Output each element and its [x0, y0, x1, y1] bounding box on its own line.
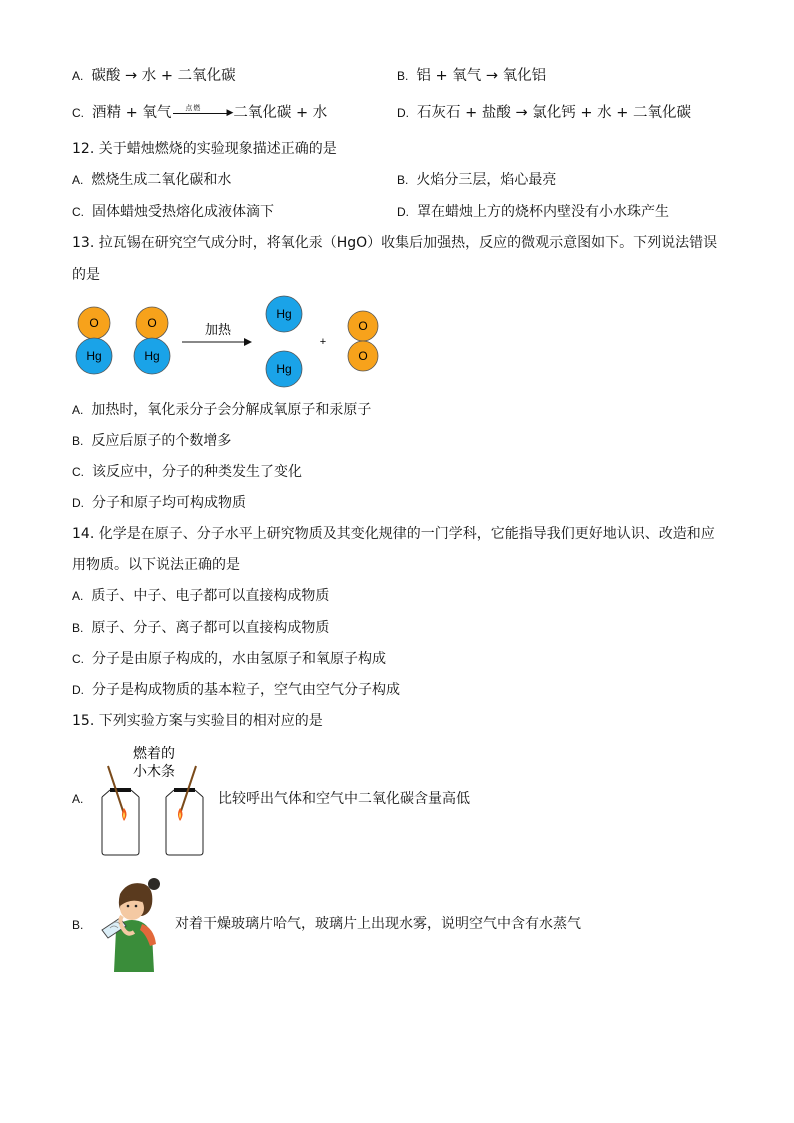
figure-label-line1: 燃着的 [133, 745, 175, 761]
heating-arrow [182, 322, 252, 346]
q15-option-a-text: 比较呼出气体和空气中二氧化碳含量高低 [218, 791, 470, 807]
option-letter: C. [72, 652, 84, 666]
gas-jar-right [166, 766, 203, 855]
option-letter: C. [72, 465, 84, 479]
girl-breathing-on-glass-figure [98, 872, 164, 976]
option-text: 碳酸 → 水 + 二氧化碳 [91, 68, 236, 84]
option-letter: A. [72, 173, 84, 187]
hgo-decomposition-diagram [70, 292, 390, 392]
mercury-atom-product-1 [266, 296, 302, 332]
q13-stem-line2: 的是 [72, 267, 100, 283]
option-letter: A. [72, 589, 84, 603]
option-letter: B. [72, 621, 84, 635]
q12-option-d [397, 202, 669, 222]
option-text: 该反应中，分子的种类发生了变化 [92, 464, 302, 480]
option-text: 固体蜡烛受热熔化成液体滴下 [92, 204, 274, 220]
hgo-molecule-1 [76, 307, 112, 374]
option-text: 分子是构成物质的基本粒子，空气由空气分子构成 [92, 682, 400, 698]
mercury-label: Hg [86, 349, 102, 363]
mercury-label: Hg [276, 362, 292, 376]
option-letter: B. [397, 173, 409, 187]
option-letter: C. [72, 205, 84, 219]
q12-option-a [72, 170, 231, 190]
reaction-condition: 点燃 [185, 104, 202, 112]
option-text: 燃烧生成二氧化碳和水 [91, 172, 232, 188]
oxygen-label: O [147, 316, 157, 330]
oxygen-label: O [358, 349, 368, 363]
option-text: 分子是由原子构成的，水由氢原子和氧原子构成 [92, 651, 386, 667]
oxygen-molecule-product [348, 311, 378, 371]
q15-option-b-text: 对着干燥玻璃片哈气，玻璃片上出现水雾，说明空气中含有水蒸气 [175, 916, 581, 932]
q14-option-d [72, 680, 400, 700]
option-text-right: 二氧化碳 + 水 [233, 105, 328, 121]
option-letter: B. [72, 434, 84, 448]
option-text: 分子和原子均可构成物质 [92, 495, 246, 511]
hgo-molecule-2 [134, 307, 170, 374]
gas-jar-left [102, 766, 139, 855]
figure-label-line2: 小木条 [133, 763, 175, 779]
option-text: 石灰石 + 盐酸 → 氯化钙 + 水 + 二氧化碳 [417, 105, 691, 121]
option-letter: D. [397, 106, 409, 120]
q12-option-b [397, 170, 556, 190]
oxygen-label: O [89, 316, 99, 330]
option-text: 反应后原子的个数增多 [91, 433, 232, 449]
q11-option-d [397, 103, 691, 123]
q14-option-a [72, 586, 329, 606]
arrow-label: 加热 [204, 322, 232, 337]
option-text: 铝 + 氧气 → 氧化铝 [416, 68, 547, 84]
q15-option-b-letter: B. [72, 918, 84, 932]
q13-option-c [72, 462, 302, 482]
q14-option-c [72, 649, 386, 669]
option-letter: D. [72, 496, 84, 510]
q13-option-a [72, 400, 371, 420]
q13-stem-line1: 13. 拉瓦锡在研究空气成分时，将氧化汞（HgO）收集后加强热，反应的微观示意图如下。下列说法错误 [72, 235, 718, 251]
option-letter: A. [72, 403, 84, 417]
option-text: 原子、分子、离子都可以直接构成物质 [91, 620, 330, 636]
option-text: 罩在蜡烛上方的烧杯内壁没有小水珠产生 [417, 204, 669, 220]
option-letter: C. [72, 106, 84, 120]
mercury-atom-product-2 [266, 351, 302, 387]
oxygen-label: O [358, 319, 368, 333]
option-text: 质子、中子、电子都可以直接构成物质 [91, 588, 330, 604]
q14-stem-line1: 14. 化学是在原子、分子水平上研究物质及其变化规律的一门学科，它能指导我们更好地认识、改造和应 [72, 526, 715, 542]
q13-option-b [72, 431, 231, 451]
option-text: 火焰分三层，焰心最亮 [416, 172, 557, 188]
q12-option-c [72, 202, 274, 222]
option-letter: D. [397, 205, 409, 219]
option-letter: B. [397, 69, 409, 83]
option-letter: D. [72, 683, 84, 697]
q15-option-a-letter: A. [72, 792, 84, 806]
q11-option-c [72, 103, 327, 123]
q11-option-b [397, 66, 546, 86]
mercury-label: Hg [276, 307, 292, 321]
q11-option-a [72, 66, 236, 86]
q13-option-d [72, 493, 246, 513]
option-letter: A. [72, 69, 84, 83]
option-text-left: 酒精 + 氧气 [92, 105, 172, 121]
plus-sign: + [319, 336, 327, 348]
hair-bun [148, 878, 160, 890]
q12-stem: 12. 关于蜡烛燃烧的实验现象描述正确的是 [72, 141, 337, 157]
burning-splint-jars-figure [96, 742, 216, 860]
option-text: 加热时，氧化汞分子会分解成氧原子和汞原子 [91, 402, 372, 418]
mercury-label: Hg [144, 349, 160, 363]
q14-stem-line2: 用物质。以下说法正确的是 [72, 557, 240, 573]
q14-option-b [72, 618, 329, 638]
q15-stem: 15. 下列实验方案与实验目的相对应的是 [72, 713, 323, 729]
reaction-arrow: 点燃 ▶ [171, 104, 233, 120]
